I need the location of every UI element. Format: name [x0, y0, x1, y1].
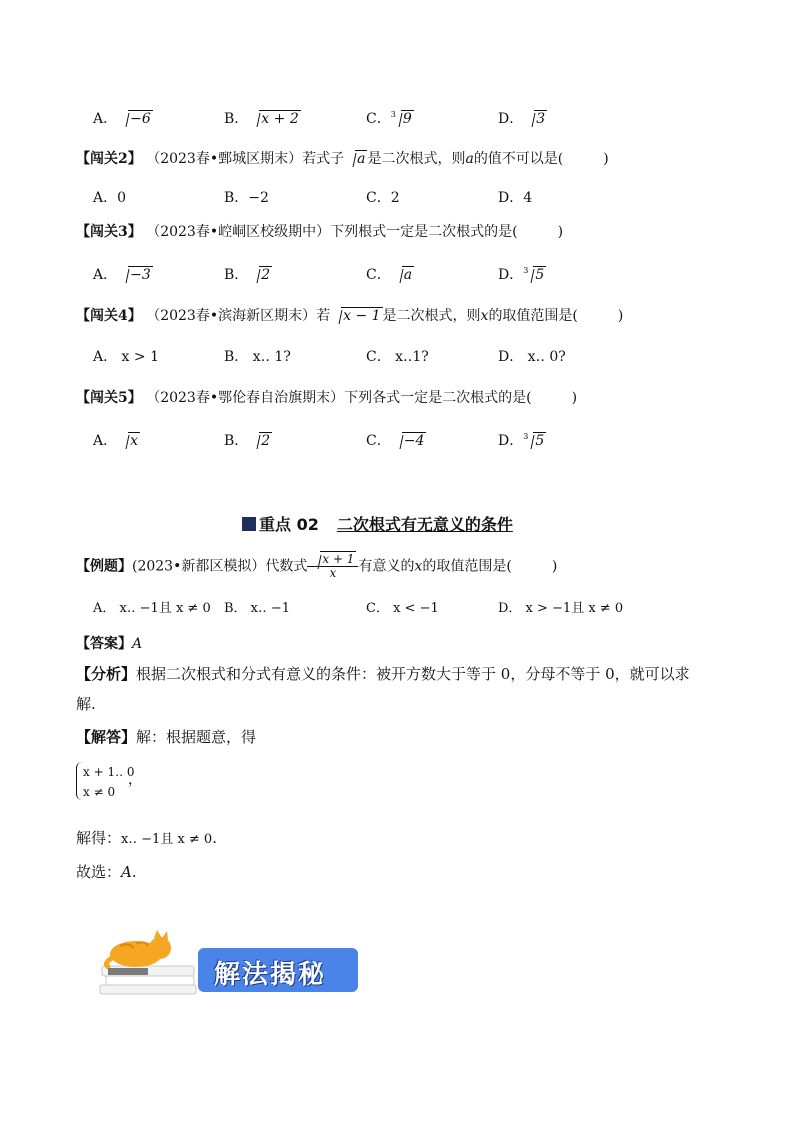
example-tag: 【例题】 [76, 558, 132, 575]
period: . [131, 863, 137, 881]
solution-tag: 【解答】 [76, 728, 137, 746]
left-brace [76, 762, 83, 800]
example-question [76, 553, 557, 580]
sqrt-symbol: a [393, 267, 414, 283]
q3-option-a: A． −3 [93, 267, 151, 283]
question-tag: 【闯关4】 [76, 308, 142, 324]
section-number: 重点 02 [259, 515, 319, 534]
fraction: $\frac{x + 1}{x}$ [307, 553, 358, 580]
analysis-tag: 【分析】 [76, 665, 137, 683]
solution-line [76, 726, 256, 747]
example-option-a: A． x‥ −1且 x ≠ 0 [93, 601, 211, 616]
result-line [76, 827, 217, 848]
sqrt-symbol: x − 1 [332, 308, 382, 324]
analysis-line-2: 解. [76, 695, 96, 713]
q5-option-b: B． 2 [224, 433, 271, 449]
choose-value: A [121, 863, 132, 881]
comma: ， [128, 772, 142, 788]
q4-option-c: C． x‥1? [366, 349, 429, 365]
banner-title: 解法揭秘 [214, 960, 327, 990]
period: . [212, 829, 217, 847]
example-option-b: B． x‥ −1 [224, 601, 290, 616]
method-banner [96, 928, 358, 996]
system-row-1: x + 1‥ 0 [83, 765, 135, 779]
question-text: 是二次根式，则 [382, 308, 481, 324]
question-4 [76, 305, 623, 325]
question-text: （2023春•崆峒区校级期中）下列根式一定是二次根式的是( [146, 224, 518, 240]
sqrt-symbol: 2 [250, 267, 272, 283]
choose-line [76, 861, 137, 882]
question-text: 是二次根式，则 [367, 151, 466, 167]
question-tag: 【闯关3】 [76, 224, 142, 240]
sqrt-symbol: a [346, 151, 367, 167]
variable: a [465, 151, 474, 167]
answer-value: A [132, 636, 143, 652]
section-title: 二次根式有无意义的条件 [336, 515, 513, 534]
equation-system [76, 762, 142, 802]
sqrt-symbol: x [119, 433, 140, 449]
q2-option-d: D．4 [498, 190, 533, 206]
analysis-text: 根据二次根式和分式有意义的条件：被开方数大于等于 0，分母不等于 0，就可以求 [136, 665, 690, 683]
q2-option-c: C．2 [366, 190, 400, 206]
q3-option-d: D．$^3$ 5 [498, 266, 545, 283]
sqrt-symbol: −3 [119, 267, 153, 283]
q4-option-b: B． x‥ 1? [224, 349, 291, 365]
analysis-line [76, 663, 690, 684]
question-text: 的取值范围是( [422, 558, 512, 575]
question-2 [76, 148, 609, 168]
question-text: （2023春•滨海新区期末）若 [146, 308, 331, 324]
q4-option-a: A． x > 1 [93, 349, 159, 365]
cube-root-symbol: 9 [392, 111, 414, 127]
cube-root-symbol: 5 [524, 433, 546, 449]
answer-paren: ) [557, 224, 564, 240]
q3-option-c: C． a [366, 267, 413, 283]
question-5 [76, 387, 577, 407]
sqrt-symbol: x + 2 [250, 111, 300, 127]
sqrt-symbol: −6 [119, 111, 153, 127]
question-text: （2023春•鄂伦春自治旗期末）下列各式一定是二次根式的是( [146, 390, 532, 406]
section-heading [242, 512, 513, 535]
solution-text: 解：根据题意，得 [136, 728, 257, 746]
cube-root-symbol: 5 [524, 267, 546, 283]
question-text: （2023春•鄄城区期末）若式子 [146, 151, 345, 167]
result-value: x‥ −1且 x ≠ 0 [121, 832, 213, 847]
choose-label: 故选： [76, 863, 122, 881]
answer-paren: ) [617, 308, 624, 324]
answer-line [76, 633, 142, 653]
square-bullet-icon [242, 517, 256, 531]
example-option-c: C． x < −1 [366, 601, 439, 616]
q4-option-d: D． x‥ 0? [498, 349, 566, 365]
q5-option-c: C． −4 [366, 433, 425, 449]
q5-option-d: D．$^3$ 5 [498, 432, 545, 449]
q2-option-b: B．−2 [224, 190, 269, 206]
q1-option-c: C．$^3$ 9 [366, 110, 412, 127]
question-text: (2023•新都区模拟）代数式 [132, 558, 308, 575]
question-tag: 【闯关2】 [76, 151, 142, 167]
question-text: 有意义的 [358, 558, 415, 575]
example-option-d: D． x > −1且 x ≠ 0 [498, 601, 624, 616]
variable: x [414, 558, 423, 575]
q2-option-a: A．0 [93, 190, 127, 206]
sqrt-symbol: −4 [393, 433, 427, 449]
answer-tag: 【答案】 [76, 636, 132, 652]
q3-option-b: B． 2 [224, 267, 271, 283]
result-label: 解得： [76, 829, 122, 847]
question-3 [76, 221, 563, 241]
variable: x [480, 308, 489, 324]
q1-option-a: A． −6 [93, 111, 151, 127]
answer-paren: ) [603, 151, 609, 167]
answer-paren: ) [551, 558, 558, 575]
question-text: 的值不可以是( [473, 151, 564, 167]
q5-option-a: A． x [93, 433, 139, 449]
sqrt-symbol: 2 [250, 433, 272, 449]
q1-option-b: B． x + 2 [224, 111, 299, 127]
answer-paren: ) [571, 390, 578, 406]
question-tag: 【闯关5】 [76, 390, 142, 406]
sqrt-symbol: 3 [525, 111, 547, 127]
system-row-2: x ≠ 0 [83, 785, 116, 799]
q1-option-d: D． 3 [498, 111, 546, 127]
question-text: 的取值范围是( [488, 308, 578, 324]
